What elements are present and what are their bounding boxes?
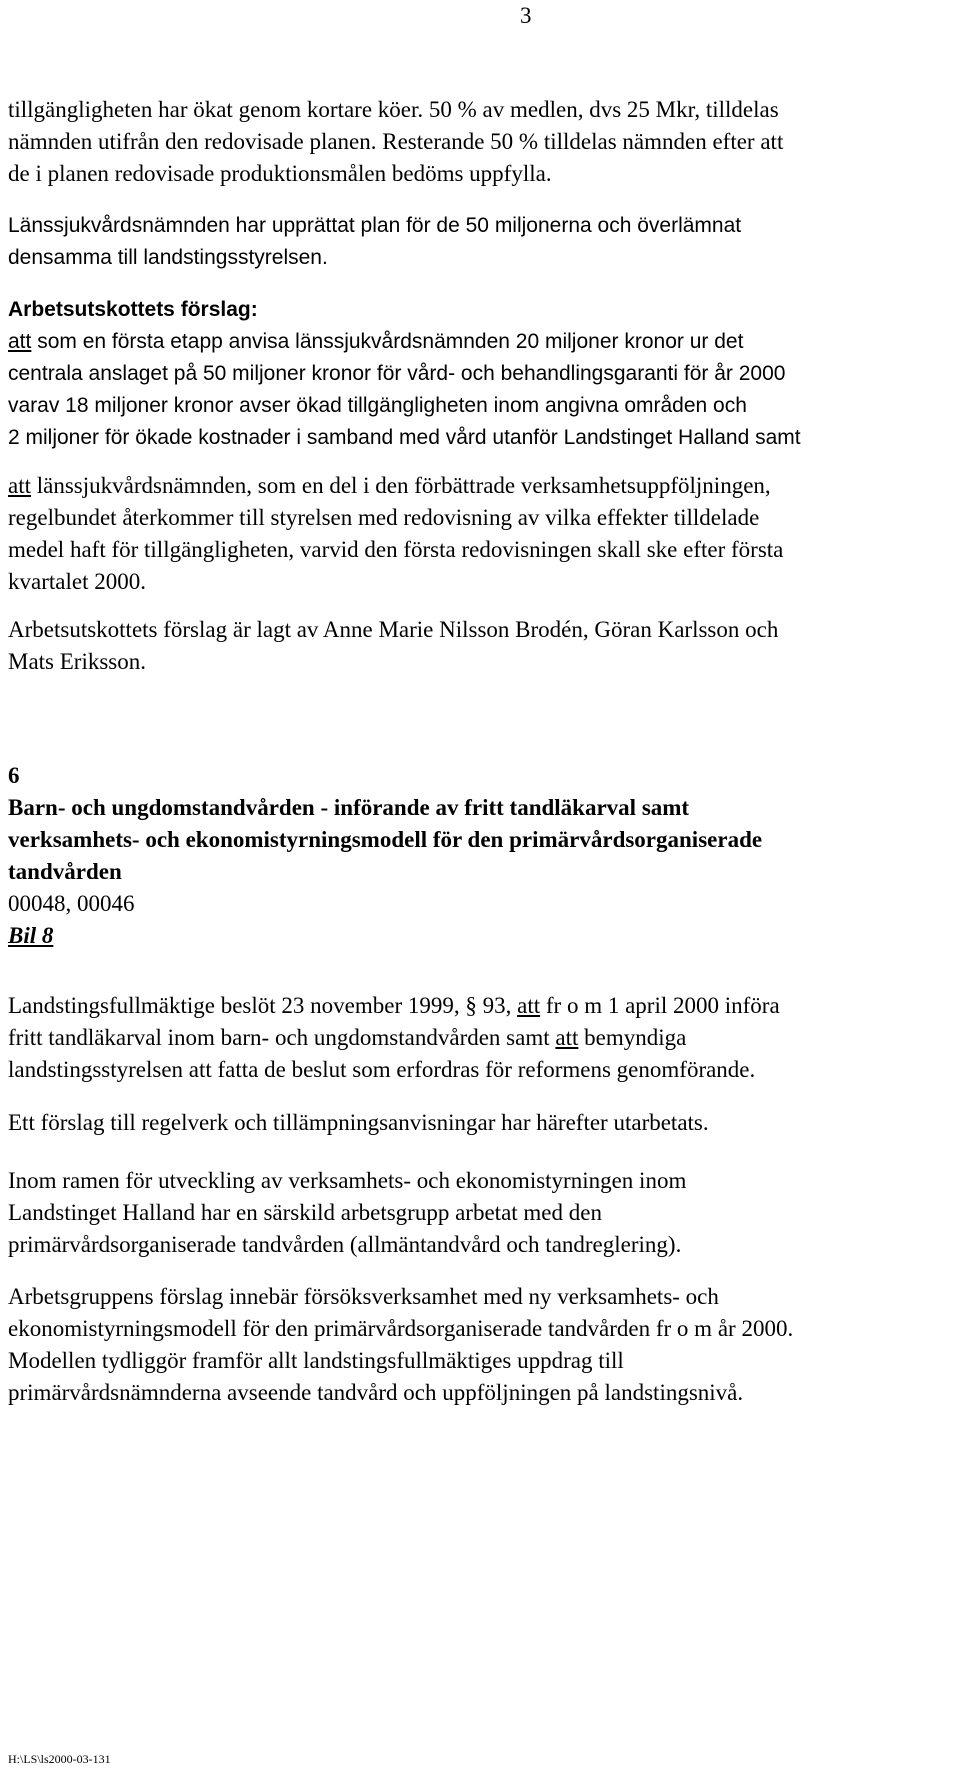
page-number: 3 <box>520 3 532 28</box>
proposal-item-2: att länssjukvårdsnämnden, som en del i den förbättrade verksamhetsuppföljningen, <box>8 473 771 498</box>
att-keyword: att <box>555 1025 579 1050</box>
section-6 <box>8 760 762 952</box>
section6-paragraph-4 <box>8 1281 793 1409</box>
text-line: primärvårdsorganiserade tandvården (allmäntandvård och tandreglering). <box>8 1232 682 1257</box>
text-line: 2 miljoner för ökade kostnader i samband med vård utanför Landstinget Halland samt <box>8 426 801 449</box>
reference-numbers: 00048, 00046 <box>8 891 135 916</box>
text-line: regelbundet återkommer till styrelsen med redovisning av vilka effekter tilldelade <box>8 505 760 530</box>
text-line: Inom ramen för utveckling av verksamhets- och ekonomistyrningen inom <box>8 1168 687 1193</box>
text-line: centrala anslaget på 50 miljoner kronor för vård- och behandlingsgaranti för år 2000 <box>8 362 786 385</box>
proposal-heading: Arbetsutskottets förslag: <box>8 298 258 321</box>
section6-paragraph-1 <box>8 990 780 1086</box>
text-line: fritt tandläkarval inom barn- och ungdomstandvården samt att bemyndiga <box>8 1025 687 1050</box>
section6-paragraph-3 <box>8 1165 686 1261</box>
text-line: ekonomistyrningsmodell för den primärvårdsorganiserade tandvården fr o m år 2000. <box>8 1316 794 1341</box>
proposal-authors <box>8 614 778 678</box>
proposal-item-2-block <box>8 470 783 598</box>
text-line: Arbetsutskottets förslag är lagt av Anne Marie Nilsson Brodén, Göran Karlsson och <box>8 617 779 642</box>
attachment-label: Bil 8 <box>8 923 54 948</box>
text-line: Mats Eriksson. <box>8 649 146 674</box>
section-number: 6 <box>8 763 20 788</box>
text-line: Länssjukvårdsnämnden har upprättat plan för de 50 miljonerna och överlämnat <box>8 214 742 237</box>
paragraph-plan <box>8 210 741 274</box>
text-line: Landstinget Halland har en särskild arbetsgrupp arbetat med den <box>8 1200 602 1225</box>
section6-paragraph-2 <box>8 1107 709 1139</box>
text-line: Landstingsfullmäktige beslöt 23 november 1999, § 93, att fr o m 1 april 2000 införa <box>8 993 780 1018</box>
section-title-line: Barn- och ungdomstandvården - införande av fritt tandläkarval samt <box>8 795 690 820</box>
paragraph-funding <box>8 94 783 190</box>
text-line: Ett förslag till regelverk och tillämpningsanvisningar har härefter utarbetats. <box>8 1110 709 1135</box>
text-line: kvartalet 2000. <box>8 569 146 594</box>
section-title-line: tandvården <box>8 859 122 884</box>
text-line: varav 18 miljoner kronor avser ökad tillgängligheten inom angivna områden och <box>8 394 747 417</box>
proposal-block <box>8 294 801 454</box>
att-keyword: att <box>517 993 541 1018</box>
footer-file-path: H:\LS\ls2000-03-131 <box>8 1752 111 1766</box>
section-title-line: verksamhets- och ekonomistyrningsmodell för den primärvårdsorganiserade <box>8 827 763 852</box>
text-line: medel haft för tillgängligheten, varvid den första redovisningen skall ske efter första <box>8 537 784 562</box>
text-line: de i planen redovisade produktionsmålen bedöms uppfylla. <box>8 161 552 186</box>
text-line: nämnden utifrån den redovisade planen. Resterande 50 % tilldelas nämnden efter att <box>8 129 784 154</box>
text-line: primärvårdsnämnderna avseende tandvård och uppföljningen på landstingsnivå. <box>8 1380 744 1405</box>
att-keyword: att <box>8 473 31 498</box>
text-line: tillgängligheten har ökat genom kortare köer. 50 % av medlen, dvs 25 Mkr, tilldelas <box>8 97 779 122</box>
text-line: landstingsstyrelsen att fatta de beslut som erfordras för reformens genomförande. <box>8 1057 756 1082</box>
text-line: Modellen tydliggör framför allt landstingsfullmäktiges uppdrag till <box>8 1348 624 1373</box>
text-line: densamma till landstingsstyrelsen. <box>8 246 328 269</box>
text-line: Arbetsgruppens förslag innebär försöksverksamhet med ny verksamhets- och <box>8 1284 719 1309</box>
proposal-item-1: att som en första etapp anvisa länssjukvårdsnämnden 20 miljoner kronor ur det <box>8 330 744 353</box>
att-keyword: att <box>8 330 32 353</box>
